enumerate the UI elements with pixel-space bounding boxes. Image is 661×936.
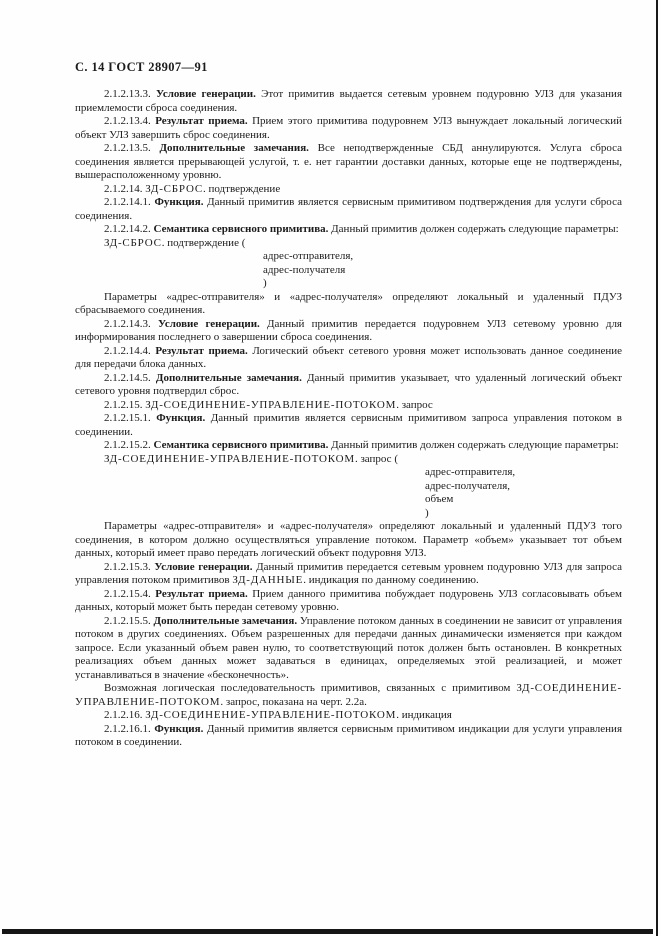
document-body [75,88,622,750]
scan-edge-bottom-bar [2,929,653,934]
text-run: 2.1.2.15.3. [104,560,155,573]
text-run: 2.1.2.14. [104,182,146,195]
paragraph [75,142,622,183]
clause-label: Функция. [154,722,207,735]
text-run: Данный примитив передается сетевым уровнем подуровню УЛЗ для запроса управления потоком примитивов [75,560,623,586]
parameter-block [263,250,622,291]
parameter-line: адрес-отправителя, [425,466,516,478]
clause-label: Семантика сервисного примитива. [153,223,332,235]
clause-label: Функция. [156,412,211,424]
text-run: . индикация [396,709,452,721]
text-run: . запрос ( [354,452,398,465]
paragraph [75,439,622,453]
primitive-name: ЗД-СБРОС [145,182,203,195]
parameter-line: ) [263,277,267,289]
primitive-name: ЗД-ДАННЫЕ [232,574,304,586]
primitive-name: ЗД-СОЕДИНЕНИЕ-УПРАВЛЕНИЕ-ПОТОКОМ [145,709,397,721]
paragraph [75,88,622,115]
paragraph [75,183,622,197]
text-run: 2.1.2.13.4. [104,115,156,127]
paragraph [75,453,622,467]
parameter-line: объем [425,493,454,505]
paragraph [75,345,622,372]
scan-edge-right-line [656,0,658,936]
text-run: Управление потоком данных в соединении не зависит от управления потоком в других соединениях. Объем разрешенных для передачи данных динамически изменяется при каждом запросе. Если указанный объем равен нулю, то соответствующий поток должен быть остановлен. В конкретных реализациях объем данных может задаваться в единицах, определяемых этой реализацией, и может устанавливаться в значение «бесконечность». [75,614,623,681]
clause-label: Дополнительные замечания. [155,371,307,384]
paragraph [75,115,622,142]
text-run: . подтверждение ( [161,236,246,249]
clause-label: Условие генерации. [154,560,257,573]
text-run: . запрос, показана на черт. 2.2а. [220,695,367,708]
paragraph [75,399,622,413]
text-run: 2.1.2.14.5. [104,371,156,384]
text-run: 2.1.2.15.1. [104,412,157,424]
text-run: Данный примитив является сервисным примитивом запроса управления потоком в соединении. [75,412,622,438]
text-run: Данный примитив является сервисным примитивом индикации для услуги управления потоком в соединении. [75,722,622,748]
text-run: Данный примитив должен содержать следующие параметры: [331,223,619,235]
paragraph [75,318,622,345]
text-run: 2.1.2.15. [104,398,146,411]
clause-label: Функция. [154,196,208,208]
clause-label: Семантика сервисного примитива. [153,439,332,451]
text-run: Данный примитив указывает, что удаленный логический объект сетевого уровня подтвердил сброс. [75,371,623,397]
text-run: 2.1.2.13.3. [104,88,156,100]
clause-label: Дополнительные замечания. [153,614,300,627]
clause-label: Результат приема. [155,344,253,357]
text-run: Прием данного примитива побуждает подуровень УЛЗ согласовывать объем данных, который может быть передан сетевому уровню. [75,587,622,613]
paragraph [75,520,622,561]
paragraph [75,723,622,750]
text-run: Данный примитив должен содержать следующие параметры: [331,439,619,451]
parameter-line: адрес-получателя [263,263,346,276]
text-run: 2.1.2.15.4. [104,587,156,600]
text-run: . запрос [396,398,433,411]
paragraph [75,682,622,709]
text-run: 2.1.2.15.2. [104,439,154,451]
text-run: 2.1.2.16. [104,709,146,721]
text-run: Данный примитив является сервисным примитивом подтверждения для услуги сброса соединения. [75,196,622,222]
text-run: 2.1.2.14.2. [104,223,154,235]
paragraph [75,588,622,615]
text-run: Параметры «адрес-отправителя» и «адрес-получателя» определяют локальный и удаленный ПДУЗ того соединения, в котором должно осуществляться управление потоком. Параметр «объем» указывает тот объем данных, который имеет право передать логический объект подуровня УЛЗ. [75,520,622,559]
paragraph [75,237,622,251]
text-run: Возможная логическая последовательность примитивов, связанных с примитивом [104,682,517,694]
text-run: . подтверждение [202,182,281,195]
text-run: 2.1.2.14.1. [104,196,155,208]
text-run: Прием этого примитива подуровнем УЛЗ вынуждает локальный логический объект УЛЗ завершить сброс соединения. [75,115,622,141]
primitive-name: ЗД-СОЕДИНЕНИЕ-УПРАВЛЕНИЕ-ПОТОКОМ [75,682,622,708]
primitive-name: ЗД-СОЕДИНЕНИЕ-УПРАВЛЕНИЕ-ПОТОКОМ [145,398,397,411]
paragraph [75,412,622,439]
primitive-name: ЗД-СБРОС [104,236,162,249]
paragraph [75,709,622,723]
paragraph [75,196,622,223]
text-run: 2.1.2.16.1. [104,722,155,735]
parameter-line: ) [425,506,429,519]
clause-label: Условие генерации. [155,88,262,100]
page-header: С. 14 ГОСТ 28907—91 [75,60,208,74]
text-run: Данный примитив передается подуровнем УЛЗ сетевому уровню для информирования последнего о завершении сброса соединения. [75,317,622,343]
text-run: . индикация по данному соединению. [303,574,479,586]
paragraph [75,561,622,588]
clause-label: Результат приема. [155,587,253,600]
text-run: Все неподтвержденные СБД аннулируются. Услуга сброса соединения является прерывающей услугой, т. е. нет гарантии доставки данных, которые еще не подтверждены, вышерасположенному уровню. [75,142,623,181]
text-run: 2.1.2.15.5. [104,614,154,627]
clause-label: Результат приема. [155,115,253,127]
text-run: 2.1.2.14.4. [104,344,156,357]
text-run: 2.1.2.13.5. [104,142,160,154]
parameter-block [425,466,622,520]
parameter-line: адрес-отправителя, [263,250,354,262]
paragraph [75,372,622,399]
text-run: Логический объект сетевого уровня может использовать данное соединение для передачи блока данных. [75,344,622,370]
text-run: 2.1.2.14.3. [104,317,158,330]
clause-label: Условие генерации. [157,317,267,330]
parameter-line: адрес-получателя, [425,479,511,492]
clause-label: Дополнительные замечания. [159,142,318,154]
paragraph [75,615,622,683]
text-run: Этот примитив выдается сетевым уровнем подуровню УЛЗ для указания приемлемости сброса соединения. [75,88,622,114]
text-run: Параметры «адрес-отправителя» и «адрес-получателя» определяют локальный и удаленный ПДУЗ сбрасываемого соединения. [75,290,622,316]
paragraph [75,291,622,318]
paragraph [75,223,622,237]
primitive-name: ЗД-СОЕДИНЕНИЕ-УПРАВЛЕНИЕ-ПОТОКОМ [104,452,355,465]
